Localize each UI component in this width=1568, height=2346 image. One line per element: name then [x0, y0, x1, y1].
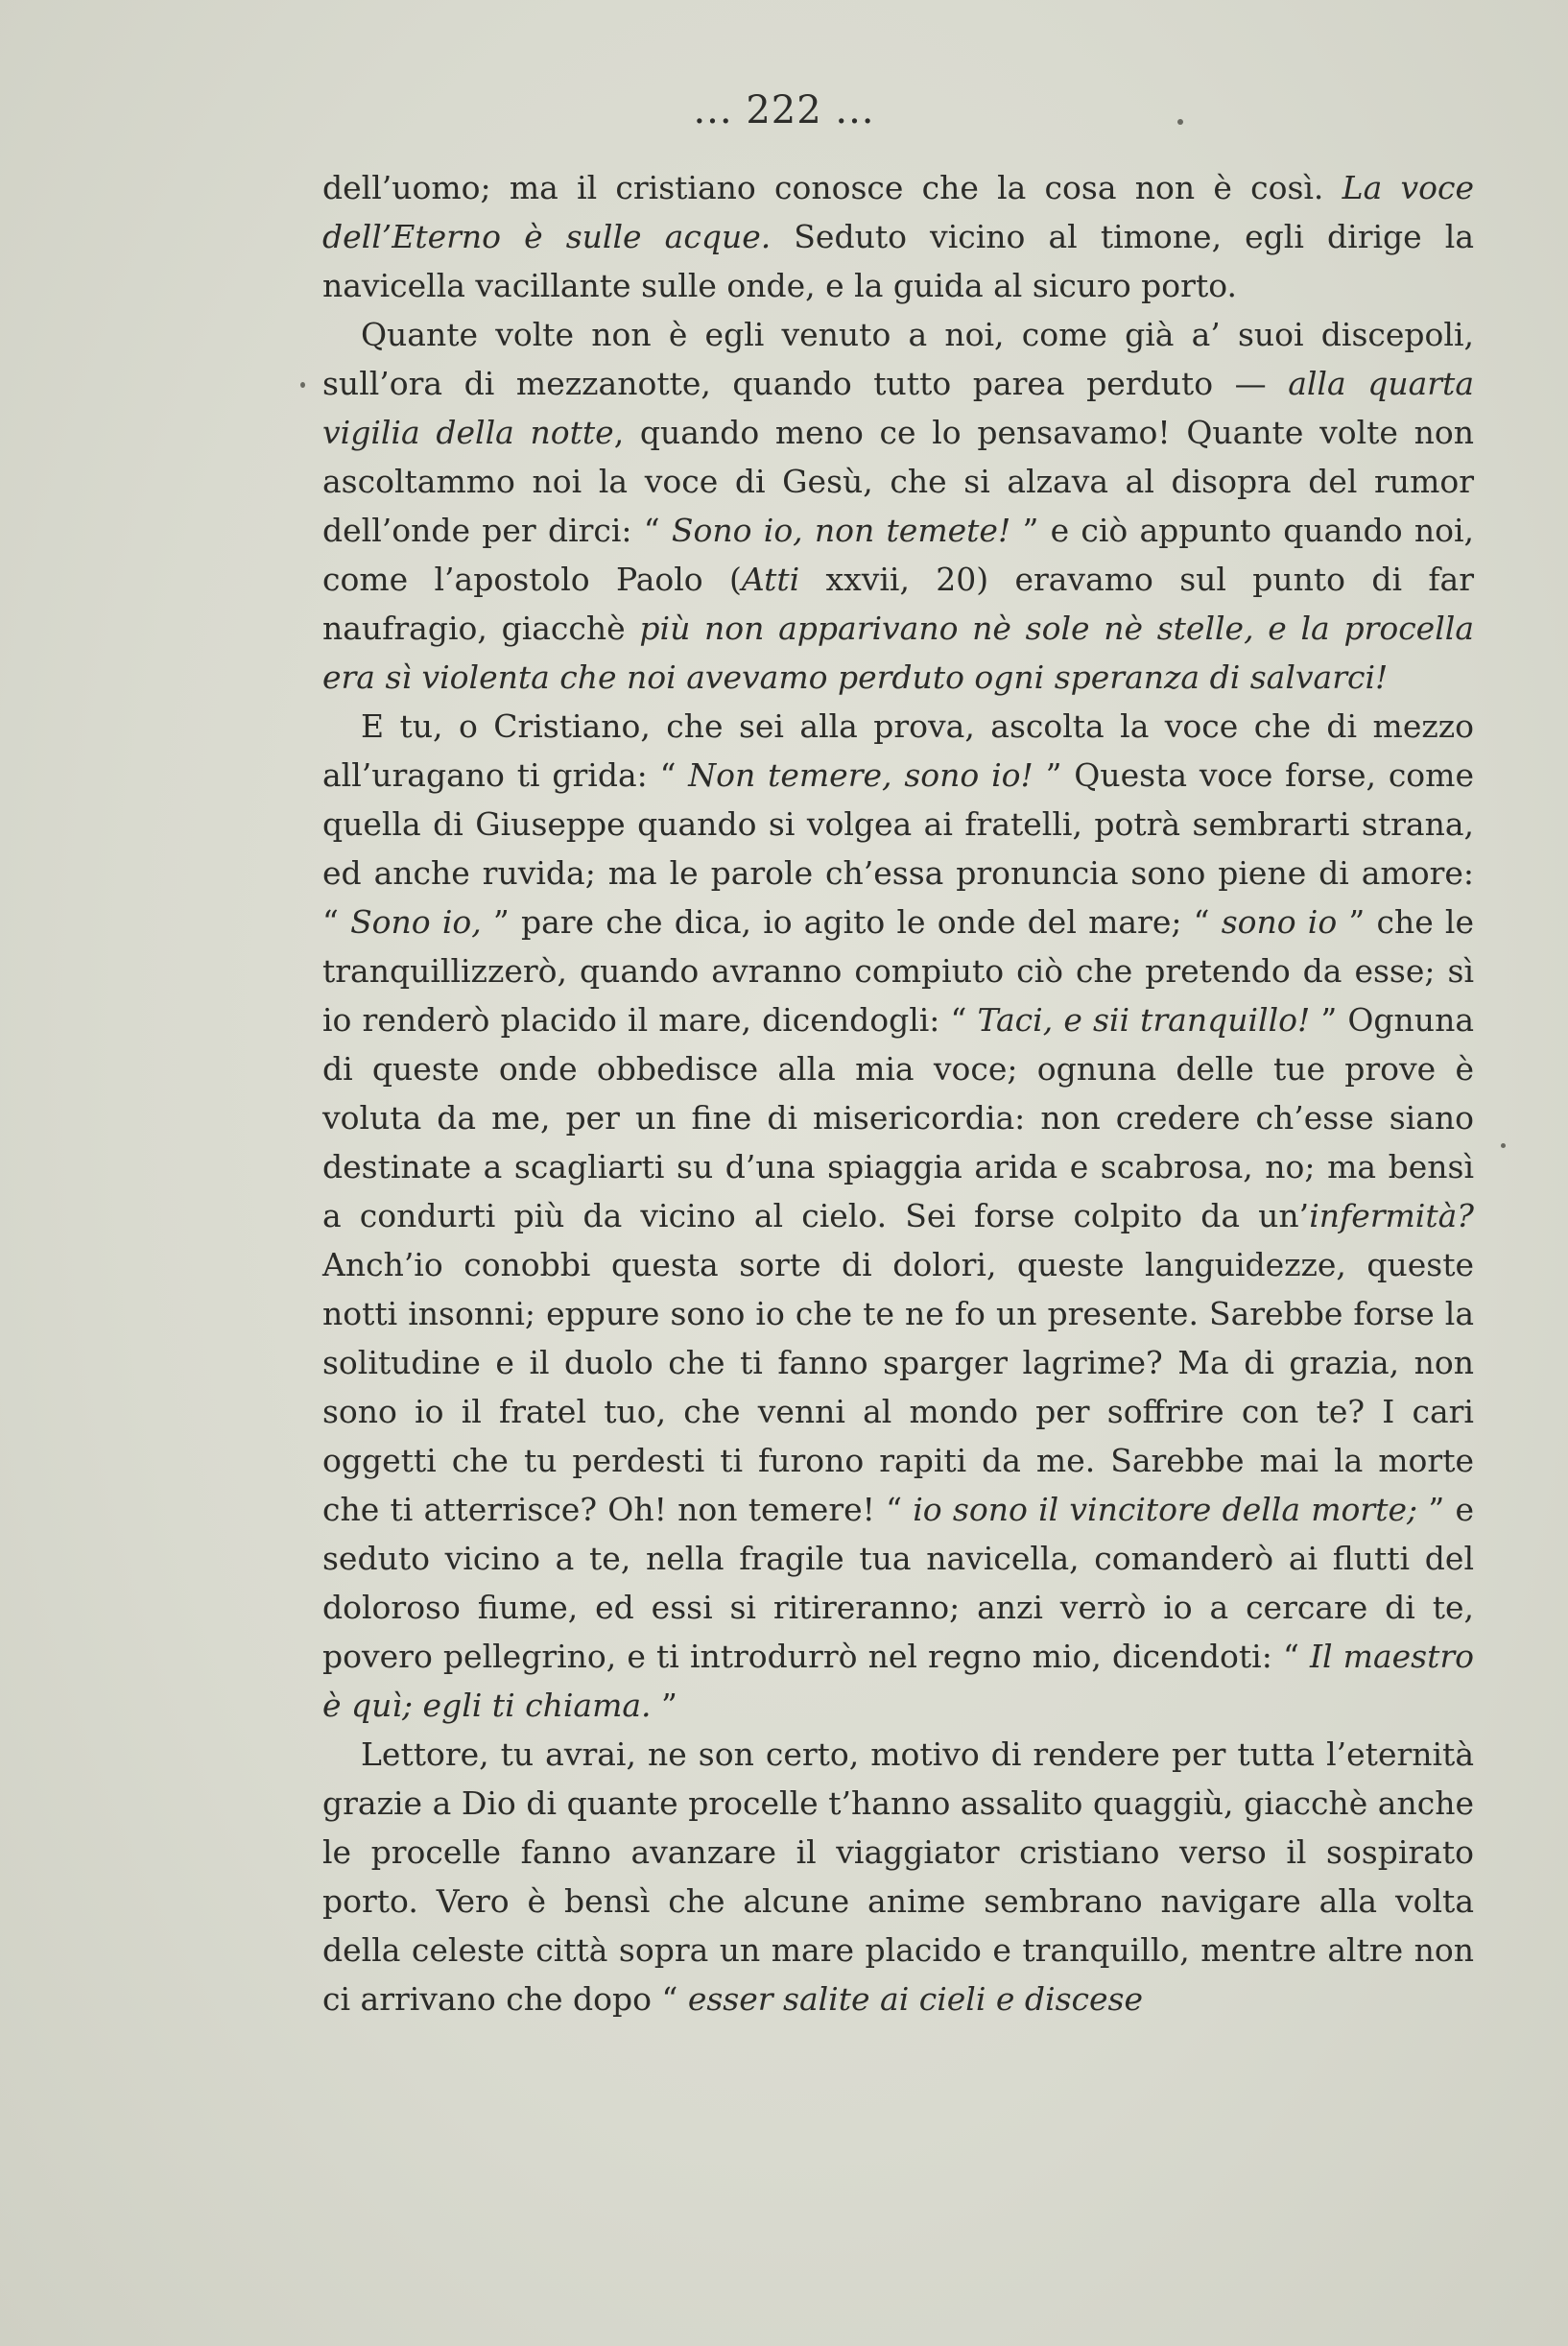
- italic-text-run: Sono io,: [350, 903, 482, 941]
- text-run: ” Questa voce forse, come quella di Giuseppe quando si volgea ai fratelli, potrà sembrarti strana, ed anche ruvida; ma le parole ch’essa pronuncia sono piene di amore: “: [322, 756, 1474, 941]
- italic-text-run: esser salite ai cieli e discese: [687, 1980, 1144, 2018]
- italic-text-run: sono io: [1221, 903, 1338, 941]
- italic-text-run: Non temere, sono io!: [688, 756, 1033, 794]
- paragraph-1: [322, 163, 1474, 310]
- italic-text-run: Taci, e sii tranquillo!: [977, 1001, 1311, 1039]
- italic-text-run: infermità?: [1309, 1197, 1474, 1234]
- text-run: ” e ciò appunto quando noi, come l’apostolo Paolo (: [322, 512, 1474, 598]
- italic-text-run: Atti: [741, 561, 800, 598]
- text-run: ” Ognuna di queste onde obbedisce alla mia voce; ognuna delle tue prove è voluta da me, per un fine di misericordia: non credere ch’esse siano destinate a scagliarti su d’una spiaggia arida e scabrosa, no; ma bensì a condurti più da vicino al cielo. Sei forse colpito da un’: [322, 1001, 1474, 1234]
- print-speck: [1177, 119, 1183, 125]
- text-run: ” che le tranquillizzerò, quando avranno compiuto ciò che pretendo da esse; sì io renderò placido il mare, dicendogli: “: [322, 903, 1474, 1039]
- paragraph-4: [322, 1730, 1474, 2023]
- print-speck: [1501, 1143, 1506, 1148]
- italic-text-run: La voce dell’Eterno è sulle acque.: [322, 169, 1474, 255]
- paragraph-2: [322, 310, 1474, 702]
- text-run: Seduto vicino al timone, egli dirige la navicella vacillante sulle onde, e la guida al sicuro porto.: [322, 218, 1474, 304]
- text-run: E tu, o Cristiano, che sei alla prova, ascolta la voce che di mezzo all’uragano ti grida: “: [322, 707, 1474, 794]
- text-run: , quando meno ce lo pensavamo! Quante volte non ascoltammo noi la voce di Gesù, che si alzava al disopra del rumor dell’onde per dirci: “: [322, 414, 1475, 549]
- text-run: Anch’io conobbi questa sorte di dolori, queste languidezze, queste notti insonni; eppure sono io che te ne fo un presente. Sarebbe forse la solitudine e il duolo che ti fanno sparger lagrime? Ma di grazia, non sono io il fratel tuo, che venni al mondo per soffrire con te? I cari oggetti che tu perdesti ti furono rapiti da me. Sarebbe mai la morte che ti atterrisce? Oh! non temere! “: [322, 1246, 1474, 1528]
- italic-text-run: Sono io, non temete!: [671, 512, 1011, 549]
- print-speck: [300, 382, 305, 388]
- text-run: dell’uomo; ma il cristiano conosce che la cosa non è così.: [322, 169, 1342, 206]
- italic-text-run: più non apparivano nè sole nè stelle, e la procella era sì violenta che noi avevamo perduto ogni speranza di salvarci!: [322, 610, 1474, 696]
- text-run: Quante volte non è egli venuto a noi, come già a’ suoi discepoli, sull’ora di mezzanotte, quando tutto parea perduto —: [322, 316, 1474, 402]
- paragraph-3: [322, 702, 1474, 1730]
- text-run: ” e seduto vicino a te, nella fragile tua navicella, comanderò ai flutti del doloroso fiume, ed essi si ritireranno; anzi verrò io a cercare di te, povero pellegrino, e ti introdurrò nel regno mio, dicendoti: “: [322, 1491, 1474, 1675]
- page-number: ... 222 ...: [693, 88, 875, 132]
- italic-text-run: io sono il vincitore della morte;: [913, 1491, 1418, 1528]
- italic-text-run: alla quarta vigilia della notte: [322, 365, 1474, 451]
- text-run: ”: [651, 1687, 677, 1724]
- text-run: xxvii, 20) eravamo sul punto di far naufragio, giacchè: [322, 561, 1474, 647]
- text-run: Lettore, tu avrai, ne son certo, motivo di rendere per tutta l’eternità grazie a Dio di quante procelle t’hanno assalito quaggiù, giacchè anche le procelle fanno avanzare il viaggiator cristiano verso il sospirato porto. Vero è bensì che alcune anime sembrano navigare alla volta della celeste città sopra un mare placido e tranquillo, mentre altre non ci arrivano che dopo “: [322, 1736, 1474, 2018]
- body-text: [322, 163, 1474, 2023]
- italic-text-run: Il maestro è quì; egli ti chiama.: [322, 1638, 1474, 1724]
- text-run: ” pare che dica, io agito le onde del mare; “: [481, 903, 1222, 941]
